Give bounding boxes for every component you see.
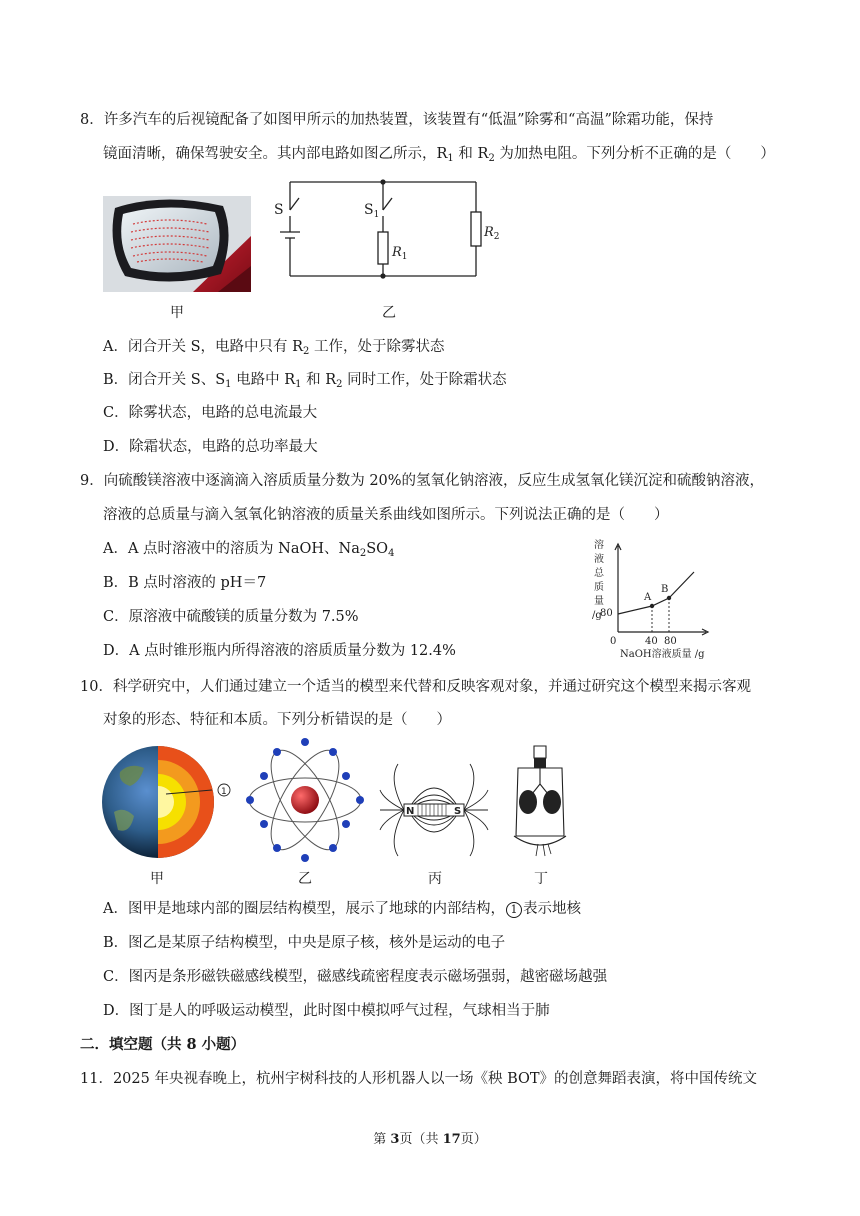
svg-text:量: 量 [594,596,604,607]
fig-yi-caption-q10: 乙 [298,871,312,887]
x-axis-label: NaOH溶液质量 /g [620,649,705,660]
svg-text:液: 液 [594,554,604,565]
q8-option-c: C．除雾状态，电路的总电流最大 [103,405,318,421]
x40-label: 40 [645,636,658,647]
fig-ding-caption: 丁 [534,871,548,887]
magnet-n-label: N [406,806,415,817]
q10-line1: 10．科学研究中，人们通过建立一个适当的模型来代替和反映客观对象，并通过研究这个模型来揭示客观 [80,679,751,695]
mirror-photo [103,196,251,292]
q8-line1: 8．许多汽车的后视镜配备了如图甲所示的加热装置，该装置有“低温”除雾和“高温”除霜功能，保持 [80,112,714,128]
svg-text:总: 总 [594,568,604,579]
svg-text:R2: $R_2$ [484,225,500,242]
bar-magnet-field-model [378,760,490,860]
q11-line1: 11．2025 年央视春晚上，杭州宇树科技的人形机器人以一场《秧 BOT》的创意舞蹈表演，将中国传统文 [80,1071,758,1087]
switch-s-label: S [274,202,284,218]
svg-text:质: 质 [594,582,604,593]
page-footer: 第 3页（共 17页） [373,1132,487,1147]
q9-option-c: C．原溶液中硫酸镁的质量分数为 7.5% [103,609,359,625]
label-1: 1 [221,787,227,797]
q10-option-d: D．图丁是人的呼吸运动模型，此时图中模拟呼气过程，气球相当于肺 [103,1003,550,1019]
q8-option-a: A．闭合开关 S，电路中只有 $R_2$ 工作，处于除雾状态 [103,339,445,357]
q9-line2: 溶液的总质量与滴入氢氧化钠溶液的质量关系曲线如图所示。下列说法正确的是（ ） [103,507,669,523]
fig-bing-caption: 丙 [428,871,442,887]
svg-text:/g: /g [592,610,602,621]
q9-option-a: A．A 点时溶液中的溶质为 NaOH、$Na_2SO_4$ [103,541,395,559]
fig-jia-caption-q10: 甲 [150,871,164,887]
origin-label: 0 [610,636,617,647]
nucleus [291,786,319,814]
fig-yi-caption: 乙 [382,305,396,321]
x80-label: 80 [664,636,677,647]
q8-option-d: D．除霜状态，电路的总功率最大 [103,439,318,455]
point-b-label: B [661,584,669,595]
mass-curve-graph [586,536,716,662]
svg-text:S1: $S_1$ [364,202,380,220]
y80-label: 80 [600,608,613,619]
q10-option-c: C．图丙是条形磁铁磁感线模型，磁感线疏密程度表示磁场强弱，越密磁场越强 [103,969,608,985]
point-a-label: A [644,592,652,603]
q10-line2: 对象的形态、特征和本质。下列分析错误的是（ ） [103,712,451,728]
svg-text:R1: $R_1$ [392,245,408,262]
circuit-diagram [268,174,498,284]
magnet-s-label: S [454,806,462,817]
q8-option-b: B．闭合开关 S、$S_1$ 电路中 $R_1$ 和 $R_2$ 同时工作，处于除霜状态 [103,372,507,390]
q8-line2: 镜面清晰，确保驾驶安全。其内部电路如图乙所示，$R_1$ 和 $R_2$ 为加热电阻。下列分析不正确的是（ ） [103,146,775,164]
breathing-model [510,744,570,862]
circled-1-icon: 1 [506,902,522,918]
q9-line1: 9．向硫酸镁溶液中逐滴滴入溶质质量分数为 20%的氢氧化钠溶液，反应生成氢氧化镁沉淀和硫酸钠溶液， [80,473,765,489]
earth-layers-model [100,742,250,862]
q9-option-d: D．A 点时锥形瓶内所得溶液的溶质质量分数为 12.4% [103,643,456,659]
svg-text:溶: 溶 [594,540,604,551]
q10-option-a: A．图甲是地球内部的圈层结构模型，展示了地球的内部结构， 1 表示地核 [103,901,581,917]
q10-option-b: B．图乙是某原子结构模型，中央是原子核，核外是运动的电子 [103,935,506,951]
fig-jia-caption: 甲 [170,305,184,321]
atom-model [246,738,364,862]
section-heading-fill-in: 二．填空题（共 8 小题） [80,1036,246,1053]
q9-option-b: B．B 点时溶液的 pH＝7 [103,575,267,591]
